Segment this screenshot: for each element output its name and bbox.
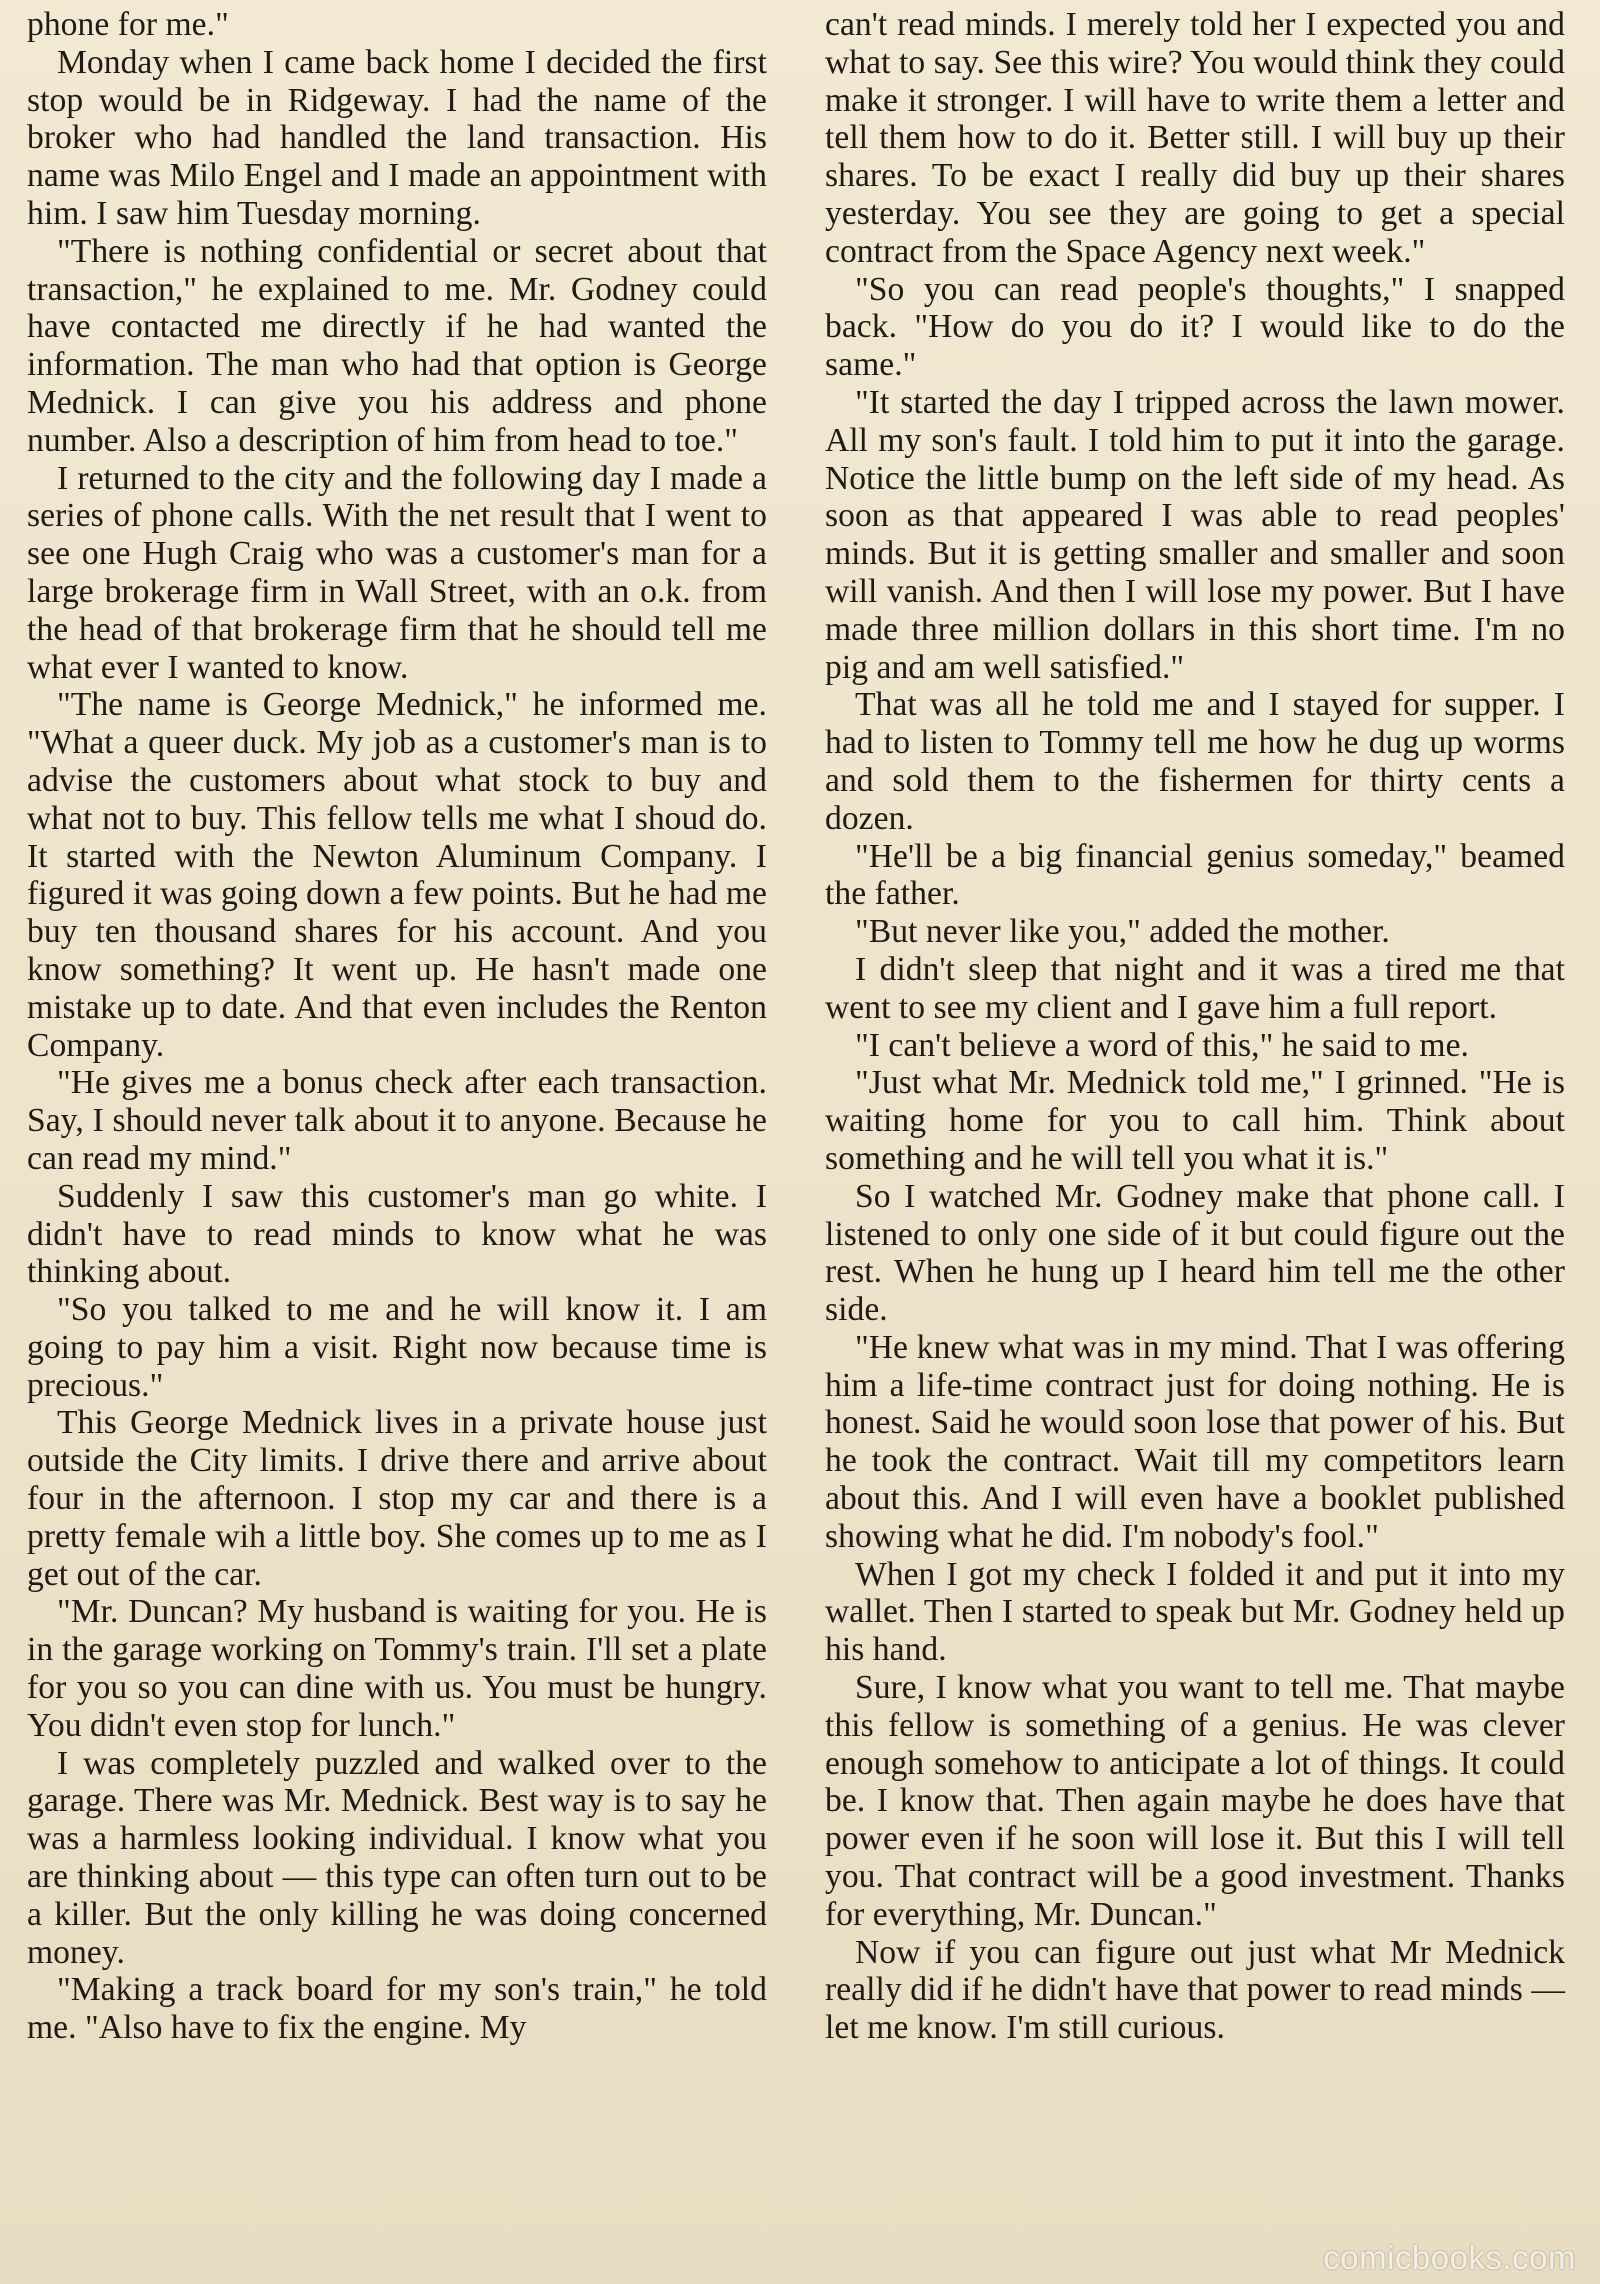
- paragraph: "So you talked to me and he will know it. I am going to pay him a visit. Right now because time is precious.": [27, 1291, 767, 1404]
- paragraph: I returned to the city and the following day I made a series of phone calls. With the net result that I went to see one Hugh Craig who was a customer's man for a large brokerage firm in Wall Street, with an o.k. from the head of that brokerage firm that he should tell me what ever I wanted to know.: [27, 459, 767, 686]
- paragraph: Now if you can figure out just what Mr Mednick really did if he didn't have that power to read minds — let me know. I'm still curious.: [825, 1933, 1565, 2047]
- paragraph: "The name is George Mednick," he informed me. "What a queer duck. My job as a customer's man is to advise the customers about what stock to buy and what not to buy. This fellow tells me what I shoud do. It started with the Newton Aluminum Company. I figured it was going down a few points. But he had me buy ten thousand shares for his account. And you know something? It went up. He hasn't made one mistake up to date. And that even includes the Renton Company.: [27, 686, 767, 1064]
- paragraph: "It started the day I tripped across the lawn mower. All my son's fault. I told him to put it into the garage. Notice the little bump on the left side of my head. As soon as that appeared I was able to read peoples' minds. But it is getting smaller and smaller and soon will vanish. And then I will lose my power. But I have made three million dollars in this short time. I'm no pig and am well satisfied.": [825, 383, 1565, 686]
- paragraph: can't read minds. I merely told her I expected you and what to say. See this wire? You would think they could make it stronger. I will have to write them a letter and tell them how to do it. Better still. I will buy up their shares. To be exact I really did buy up their shares yesterday. You see they are going to get a special contract from the Space Agency next week.": [825, 6, 1565, 270]
- paragraph: Suddenly I saw this customer's man go white. I didn't have to read minds to know what he was thinking about.: [27, 1177, 767, 1291]
- paragraph: "He knew what was in my mind. That I was offering him a life-time contract just for doing nothing. He is honest. Said he would soon lose that power of his. But he took the contract. Wait till my competitors learn about this. And I will even have a booklet published showing what he did. I'm nobody's fool.": [825, 1328, 1565, 1555]
- paragraph: I didn't sleep that night and it was a tired me that went to see my client and I gave him a full report.: [825, 950, 1565, 1026]
- paragraph: "Just what Mr. Mednick told me," I grinned. "He is waiting home for you to call him. Think about something and he will tell you what it is.": [825, 1064, 1565, 1177]
- paragraph: "But never like you," added the mother.: [855, 913, 1390, 951]
- paragraph: Monday when I came back home I decided the first stop would be in Ridgeway. I had the name of the broker who had handled the land transaction. His name was Milo Engel and I made an appointment with him. I saw him Tuesday morning.: [27, 43, 767, 232]
- left-text-column: [27, 6, 767, 2047]
- paragraph: So I watched Mr. Godney make that phone call. I listened to only one side of it but could figure out the rest. When he hung up I heard him tell me the other side.: [825, 1177, 1565, 1329]
- paragraph: Sure, I know what you want to tell me. That maybe this fellow is something of a genius. He was clever enough somehow to anticipate a lot of things. It could be. I know that. Then again maybe he does have that power even if he soon will lose it. But this I will tell you. That contract will be a good investment. Thanks for everything, Mr. Duncan.": [825, 1669, 1565, 1933]
- paragraph: "Mr. Duncan? My husband is waiting for you. He is in the garage working on Tommy's train. I'll set a plate for you so you can dine with us. You must be hungry. You didn't even stop for lunch.": [27, 1593, 767, 1744]
- paragraph: phone for me.": [27, 6, 229, 43]
- right-text-column: [825, 6, 1565, 2047]
- paragraph: This George Mednick lives in a private house just outside the City limits. I drive there and arrive about four in the afternoon. I stop my car and there is a pretty female wih a little boy. She comes up to me as I get out of the car.: [27, 1404, 767, 1593]
- paragraph: "Making a track board for my son's train," he told me. "Also have to fix the engine. My: [27, 1971, 767, 2047]
- paragraph: I was completely puzzled and walked over to the garage. There was Mr. Mednick. Best way is to say he was a harmless looking individual. I know what you are thinking about — this type can often turn out to be a killer. But the only killing he was doing concerned money.: [27, 1744, 767, 1971]
- paragraph: When I got my check I folded it and put it into my wallet. Then I started to speak but Mr. Godney held up his hand.: [825, 1555, 1565, 1669]
- paragraph: That was all he told me and I stayed for supper. I had to listen to Tommy tell me how he dug up worms and sold them to the fishermen for thirty cents a dozen.: [825, 686, 1565, 837]
- paragraph: "There is nothing confidential or secret about that transaction," he explained to me. Mr. Godney could have contacted me directly if he had wanted the information. The man who had that option is George Mednick. I can give you his address and phone number. Also a description of him from head to toe.": [27, 232, 767, 459]
- paragraph: "He gives me a bonus check after each transaction. Say, I should never talk about it to anyone. Because he can read my mind.": [27, 1064, 767, 1177]
- site-watermark: comicbooks.com: [1323, 2239, 1576, 2276]
- paragraph: "So you can read people's thoughts," I snapped back. "How do you do it? I would like to do the same.": [825, 270, 1565, 384]
- paragraph: "He'll be a big financial genius someday," beamed the father.: [825, 837, 1565, 913]
- paragraph: "I can't believe a word of this," he said to me.: [855, 1026, 1469, 1064]
